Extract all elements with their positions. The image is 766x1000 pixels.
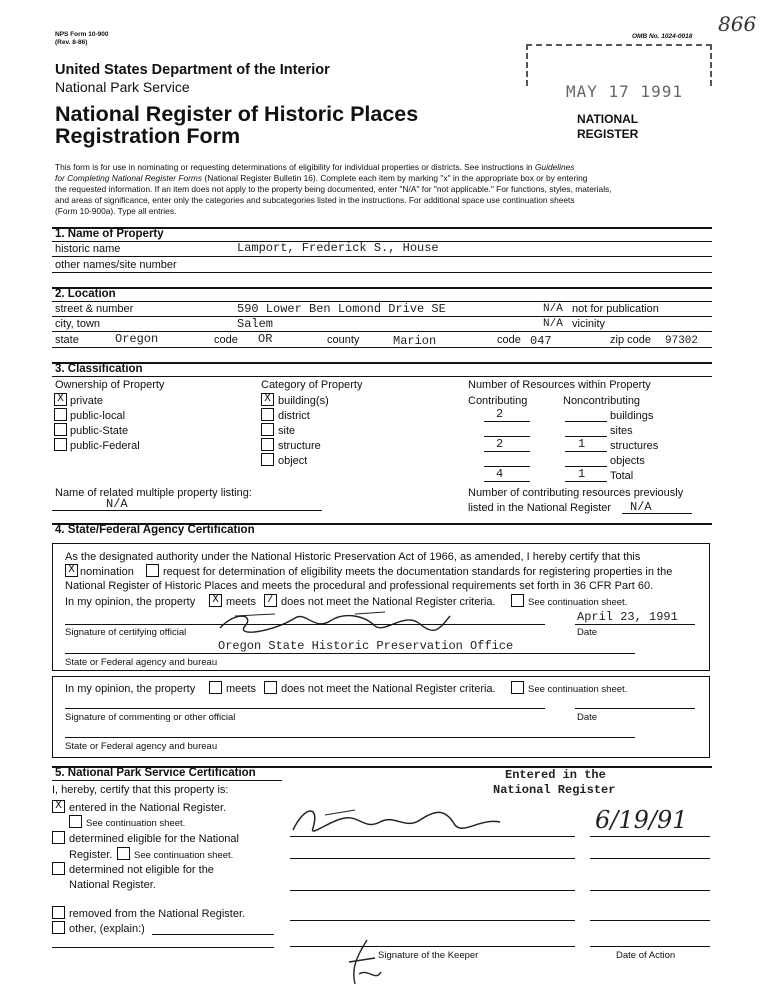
certifying-agency[interactable]: Oregon State Historic Preservation Office: [218, 639, 514, 653]
related-listing-label: Name of related multiple property listing:: [55, 487, 252, 499]
city-label: city, town: [55, 318, 101, 330]
certifying-signature: [215, 606, 455, 636]
instructions: This form is for use in nominating or requesting determinations of eligibility for individual properties or districts. See instructions in Guidelines for Completing National Register Forms (National Register Bulletin 16). Complete each item by marking "x" in the appropriate box or by entering the requested information. If an item does not apply to the property being documented, enter "N/A" for "not applicable." For functions, styles, materials, and areas of significance, enter only the categories and subcategories listed in the instructions. For additional space use continuation sheets (Form 10-900a). Type all entries.: [55, 162, 612, 216]
cert-para1: As the designated authority under the National Historic Preservation Act of 1966, as amended, I hereby certify that this: [65, 551, 641, 563]
not-for-publication-mark[interactable]: N/A: [543, 303, 563, 315]
noncontrib-total: 1: [578, 467, 586, 481]
department-name: United States Department of the Interior: [55, 62, 330, 78]
label-determined-eligible: determined eligible for the National: [69, 833, 239, 845]
sig-commenting-label: Signature of commenting or other official: [65, 712, 236, 723]
contrib-total: 4: [496, 467, 504, 481]
checkbox-site[interactable]: [261, 423, 274, 436]
label-nomination: nomination: [80, 566, 134, 578]
row-label-total: Total: [610, 470, 634, 482]
state-value[interactable]: Oregon: [115, 332, 159, 346]
section5-heading: 5. National Park Service Certification: [55, 767, 256, 779]
certification-date[interactable]: April 23, 1991: [577, 610, 678, 624]
checkbox-nomination[interactable]: X: [65, 564, 78, 577]
cert-para2: request for determination of eligibility meets the documentation standards for registering properties in the: [163, 566, 673, 578]
checkbox-public-state[interactable]: [54, 423, 67, 436]
stamp-date: MAY 17 1991: [566, 82, 683, 101]
handwritten-note: 866: [718, 12, 757, 36]
street-label: street & number: [55, 303, 134, 315]
row-label-structures: structures: [610, 440, 659, 452]
label-structure: structure: [278, 440, 321, 452]
county-code-value[interactable]: 047: [530, 334, 552, 348]
checkbox-continuation-sheet-2[interactable]: [511, 681, 524, 694]
label-does-not-meet: does not meet the National Register criteria.: [281, 596, 496, 608]
checkbox-public-federal[interactable]: [54, 438, 67, 451]
form-revision: (Rev. 8-86): [55, 39, 88, 46]
historic-name-label: historic name: [55, 243, 121, 255]
checkbox-entered[interactable]: X: [52, 800, 65, 813]
checkbox-meets-2[interactable]: [209, 681, 222, 694]
label-continuation-sheet: See continuation sheet.: [528, 597, 628, 608]
checkbox-request-determination[interactable]: [146, 564, 159, 577]
historic-name-value[interactable]: Lamport, Frederick S., House: [237, 241, 439, 255]
form-title-line1: National Register of Historic Places: [55, 102, 419, 126]
checkbox-buildings[interactable]: X: [261, 393, 274, 406]
certify-statement: I, hereby, certify that this property is:: [52, 784, 229, 796]
checkbox-eligible-continuation[interactable]: [117, 847, 130, 860]
label-private: private: [70, 395, 104, 407]
checkbox-structure[interactable]: [261, 438, 274, 451]
label-site: site: [278, 425, 296, 437]
section3-heading: 3. Classification: [55, 363, 143, 375]
date-of-action-label: Date of Action: [616, 950, 676, 961]
date2-label: Date: [577, 712, 598, 723]
label-meets-2: meets: [226, 683, 256, 695]
checkbox-entered-continuation[interactable]: [69, 815, 82, 828]
county-value[interactable]: Marion: [393, 334, 437, 348]
county-code-label: code: [497, 334, 521, 346]
checkbox-does-not-meet[interactable]: /: [264, 594, 277, 607]
sig-certifying-label: Signature of certifying official: [65, 627, 187, 638]
label-eligible-continuation: See continuation sheet.: [134, 850, 234, 861]
label-does-not-meet-2: does not meet the National Register criteria.: [281, 683, 496, 695]
contrib-buildings: 2: [496, 407, 504, 421]
label-determined-not-eligible-2: National Register.: [69, 879, 156, 891]
date-label: Date: [577, 627, 598, 638]
checkbox-object[interactable]: [261, 453, 274, 466]
previously-listed-label2: listed in the National Register: [468, 502, 612, 514]
agency-label: State or Federal agency and bureau: [65, 657, 218, 668]
form-number: NPS Form 10-900: [55, 31, 109, 38]
agency-name: National Park Service: [55, 79, 190, 95]
label-entered-continuation: See continuation sheet.: [86, 818, 186, 829]
zip-value[interactable]: 97302: [665, 335, 699, 347]
checkbox-continuation-sheet[interactable]: [511, 594, 524, 607]
noncontributing-heading: Noncontributing: [563, 395, 641, 407]
label-meets: meets: [226, 596, 256, 608]
state-code-value[interactable]: OR: [258, 332, 273, 346]
checkbox-does-not-meet-2[interactable]: [264, 681, 277, 694]
checkbox-other[interactable]: [52, 921, 65, 934]
row-label-sites: sites: [610, 425, 633, 437]
cert-para3: National Register of Historic Places and meets the procedural and professional requirements set forth in 36 CFR Part 60.: [65, 580, 654, 592]
label-determined-not-eligible: determined not eligible for the: [69, 864, 214, 876]
contributing-heading: Contributing: [468, 395, 528, 407]
section4-heading: 4. State/Federal Agency Certification: [55, 524, 255, 536]
checkbox-determined-eligible[interactable]: [52, 831, 65, 844]
label-determined-eligible-2: Register.: [69, 849, 113, 861]
related-listing-value[interactable]: N/A: [106, 497, 128, 511]
opinion2-label: In my opinion, the property: [65, 683, 196, 695]
section2-heading: 2. Location: [55, 288, 116, 300]
label-other: other, (explain:): [69, 923, 145, 935]
opinion-label: In my opinion, the property: [65, 596, 196, 608]
street-value[interactable]: 590 Lower Ben Lomond Drive SE: [237, 302, 446, 316]
not-for-publication-label: not for publication: [572, 303, 659, 315]
keeper-date-handwritten: 6/19/91: [595, 806, 688, 834]
previously-listed-label1: Number of contributing resources previously: [468, 487, 684, 499]
resources-heading: Number of Resources within Property: [468, 379, 651, 391]
checkbox-meets[interactable]: X: [209, 594, 222, 607]
checkbox-removed[interactable]: [52, 906, 65, 919]
entered-stamp-line2: National Register: [493, 783, 616, 797]
previously-listed-value[interactable]: N/A: [630, 500, 652, 514]
row-label-buildings: buildings: [610, 410, 654, 422]
category-heading: Category of Property: [261, 379, 363, 391]
label-removed: removed from the National Register.: [69, 908, 246, 920]
signature-keeper-label: Signature of the Keeper: [378, 950, 479, 961]
checkbox-public-local[interactable]: [54, 408, 67, 421]
label-district: district: [278, 410, 310, 422]
label-object: object: [278, 455, 308, 467]
checkbox-private[interactable]: X: [54, 393, 67, 406]
city-value[interactable]: Salem: [237, 317, 274, 331]
label-public-local: public-local: [70, 410, 126, 422]
keeper-initials: [345, 938, 385, 990]
zip-label: zip code: [610, 334, 651, 346]
state-code-label: code: [214, 334, 238, 346]
label-entered: entered in the National Register.: [69, 802, 227, 814]
other-names-label: other names/site number: [55, 259, 177, 271]
label-continuation-sheet-2: See continuation sheet.: [528, 684, 628, 695]
vicinity-mark[interactable]: N/A: [543, 318, 563, 330]
label-public-state: public-State: [70, 425, 129, 437]
label-buildings: building(s): [278, 395, 329, 407]
vicinity-label: vicinity: [572, 318, 606, 330]
stamp-register: REGISTER: [577, 127, 639, 141]
state-label: state: [55, 334, 79, 346]
row-label-objects: objects: [610, 455, 645, 467]
noncontrib-structures: 1: [578, 437, 586, 451]
contrib-structures: 2: [496, 437, 504, 451]
section1-heading: 1. Name of Property: [55, 228, 164, 240]
label-public-federal: public-Federal: [70, 440, 140, 452]
checkbox-district[interactable]: [261, 408, 274, 421]
stamp-national: NATIONAL: [577, 112, 639, 126]
entered-stamp-line1: Entered in the: [505, 768, 606, 782]
omb-number: OMB No. 1024-0018: [632, 33, 693, 40]
ownership-heading: Ownership of Property: [55, 379, 165, 391]
county-label: county: [327, 334, 360, 346]
agency2-label: State or Federal agency and bureau: [65, 741, 218, 752]
form-title-line2: Registration Form: [55, 124, 241, 148]
checkbox-determined-not-eligible[interactable]: [52, 862, 65, 875]
